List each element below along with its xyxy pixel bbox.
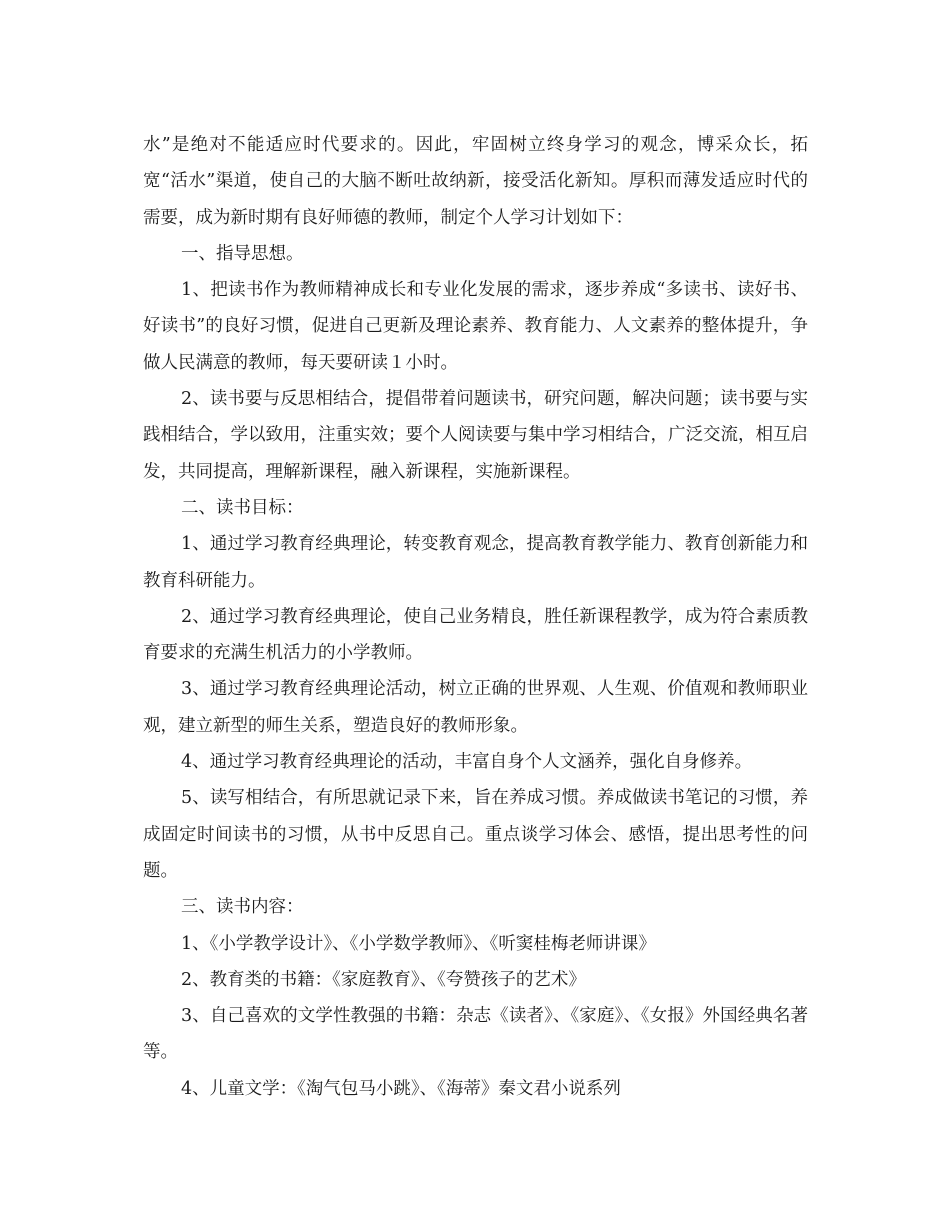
paragraph-goal-4: 4、通过学习教育经典理论的活动，丰富自身个人文涵养，强化自身修养。: [181, 752, 753, 773]
heading-reading-goals: 二、读书目标：: [181, 497, 304, 518]
paragraph-ideology-2: 2、读书要与反思相结合，提倡带着问题读书，研究问题，解决问题；读书要与实践相结合，学以致用，注重实效；要个人阅读要与集中学习相结合，广泛交流，相互启发，共同提高，理解新课程，融入新课程，实施新课程。: [143, 389, 808, 482]
heading-guiding-ideology: 一、指导思想。: [181, 243, 304, 264]
paragraph-intro: 水”是绝对不能适应时代要求的。因此，牢固树立终身学习的观念，博采众长，拓宽“活水”渠道，使自己的大脑不断吐故纳新，接受活化新知。厚积而薄发适应时代的需要，成为新时期有良好师德的教师，制定个人学习计划如下：: [143, 135, 808, 228]
paragraph-goal-2: 2、通过学习教育经典理论，使自己业务精良，胜任新课程教学，成为符合素质教育要求的充满生机活力的小学教师。: [143, 606, 808, 664]
document-body: [143, 127, 808, 1107]
paragraph-content-1: 1、《小学教学设计》、《小学数学教师》、《听窦桂梅老师讲课》: [181, 933, 656, 954]
paragraph-content-4: 4、儿童文学：《淘气包马小跳》、《海蒂》秦文君小说系列: [181, 1078, 621, 1099]
paragraph-goal-1: 1、通过学习教育经典理论，转变教育观念，提高教育教学能力、教育创新能力和教育科研能力。: [143, 534, 808, 591]
paragraph-content-2: 2、教育类的书籍：《家庭教育》、《夸赞孩子的艺术》: [181, 969, 586, 990]
paragraph-content-3: 3、自己喜欢的文学性教强的书籍：杂志《读者》、《家庭》、《女报》外国经典名著等。: [143, 1006, 808, 1063]
paragraph-goal-3: 3、通过学习教育经典理论活动，树立正确的世界观、人生观、价值观和教师职业观，建立新型的师生关系，塑造良好的教师形象。: [143, 679, 808, 736]
heading-reading-content: 三、读书内容：: [181, 897, 304, 918]
paragraph-ideology-1: 1、把读书作为教师精神成长和专业化发展的需求，逐步养成“多读书、读好书、好读书”的良好习惯，促进自己更新及理论素养、教育能力、人文素养的整体提升，争做人民满意的教师，每天要研读１小时。: [143, 280, 808, 373]
paragraph-goal-5: 5、读写相结合，有所思就记录下来，旨在养成习惯。养成做读书笔记的习惯，养成固定时间读书的习惯，从书中反思自己。重点谈学习体会、感悟，提出思考性的问题。: [143, 788, 808, 881]
